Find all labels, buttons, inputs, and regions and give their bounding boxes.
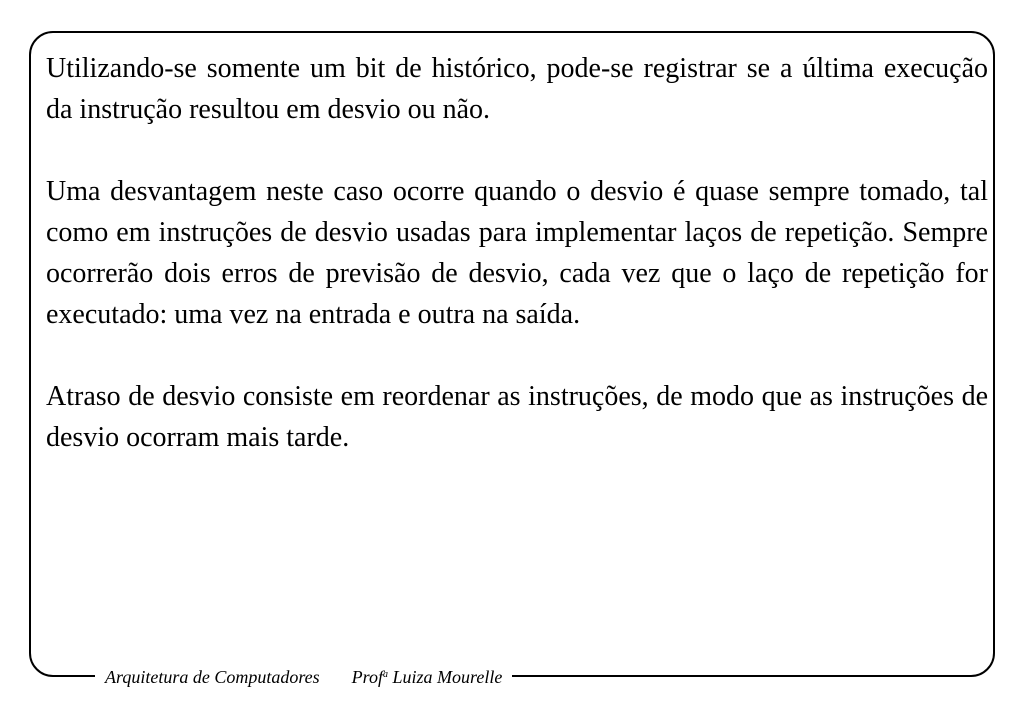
footer-author-prefix-sup: a [383, 669, 388, 680]
footer-course-title: Arquitetura de Computadores [105, 667, 320, 687]
footer-author-prefix: Prof [351, 667, 383, 687]
slide-footer [95, 663, 512, 689]
paragraph-branch-delay: Atraso de desvio consiste em reordenar as instruções, de modo que as instruções de desvio ocorram mais tarde. [46, 381, 988, 453]
paragraph-disadvantage: Uma desvantagem neste caso ocorre quando o desvio é quase sempre tomado, tal como em instruções de desvio usadas para implementar laços de repetição. Sempre ocorrerão dois erros de previsão de desvio, cada vez que o laço de repetição for executado: uma vez na entrada e outra na saída. [46, 176, 988, 330]
slide-body [46, 48, 988, 499]
footer-author-name: Luiza Mourelle [392, 667, 503, 687]
paragraph-history-bit: Utilizando-se somente um bit de histórico, pode-se registrar se a última execução da instrução resultou em desvio ou não. [46, 53, 988, 125]
